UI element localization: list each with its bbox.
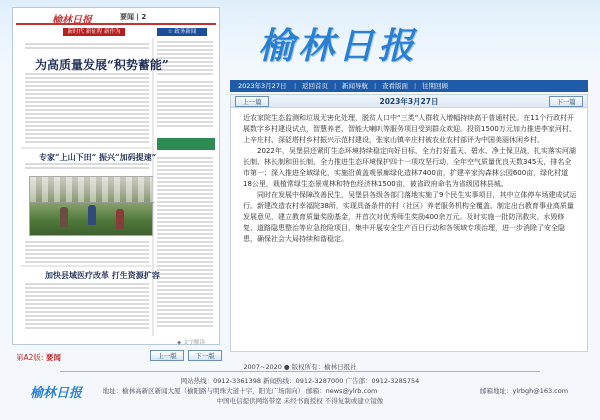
article-paragraph: 2022年，吴堡县还紧盯生态环境持续稳定向好目标，全力打好蓝天、碧水、净土保卫战，扎实落实河湖长制、林长制和田长制，全力推进生态环境保护四十一项攻坚行动，全年空气质量优良天数345天，排名全市第一；深入推进全域绿化，实施沿黄盖观景廊绿化造林7400亩，扩建辛家沟森林公园600亩，绿化村道18公里，栽植常绿生态景观林和特色经济林1500亩，被省政府命名为省级园林县城。 [243, 147, 576, 188]
article-header [231, 95, 587, 108]
nav-link-view-layout[interactable]: 查看版面 [382, 82, 408, 90]
newspaper-page-number: 要闻 | 2 [120, 13, 147, 21]
footer-phones: 网站热线：0912-3361398 新闻热线：0912-3287000 广告部：0912-3285754 [180, 377, 420, 385]
footer-icp: 中国电信提供网络带宽 未经书面授权 不得复制或建立镜像 [216, 397, 384, 405]
footer-logo: 榆林日报 [30, 386, 83, 401]
next-article-button[interactable]: 下一篇 [549, 96, 583, 107]
article-panel [230, 94, 588, 352]
nav-link-home[interactable]: 返回首页 [302, 82, 328, 90]
red-theme-banner: 新时代 新征程 新作为 [63, 28, 125, 36]
footer-address: 地址：榆林高新区新闻大厦（榆阳路与明珠大道十字，阳光广场南向） 邮箱：news@ylrb.com [102, 387, 378, 395]
page-label-prefix: 第A2版: [16, 353, 44, 362]
page-label-name: 要闻 [45, 353, 61, 362]
prev-article-button[interactable]: 上一篇 [235, 96, 269, 107]
nav-link-news-nav[interactable]: 新闻导航 [342, 82, 368, 90]
footer-email-right[interactable]: 邮箱地址：ylrbgh@163.com [480, 387, 569, 395]
article-body [243, 113, 577, 245]
greenhouse-photo [29, 176, 153, 236]
article-paragraph: 近农家院生态监测和垃圾无害化处理，脱贫人口中“三类”人群收入增幅持续高于普通村民。在11个行政村开展数字乡村建设试点，智慧养老、智能大喇叭等服务项目受到群众欢迎。投资1500万元加力推进李家河村、上辛庄村、深砭塔村乡村振兴示范村建设，张家山镇辛庄村被农业农村部评为中国美丽休闲乡村。 [243, 114, 576, 144]
green-section-banner [157, 138, 215, 150]
newspaper-title: 榆林日报 [52, 15, 92, 26]
newspaper-subhead-2: 专家“上山下田” 振兴“加码提速” [39, 152, 157, 162]
top-navigation-bar: 2023年3月27日 | 返回首页 | 新闻导航 | 查看版面 | 往期回顾 [230, 80, 588, 92]
newspaper-signature: ◆ 文字解读 [177, 340, 205, 346]
issue-date: 2023年3月27日 [238, 82, 287, 90]
blue-section-banner: ☆ 政务新闻 [157, 28, 207, 36]
article-paragraph: 同时在发展中保障改善民生，吴堡县各级各部门落地实施了9个民生实事项目，其中立体停车场建成试运行。新建改造农村幸福院38所，实现具备条件的村（社区）养老服务机构全覆盖。制定出台教育事业高质量发展意见，建立教育质量奖励基金，并首次对优秀师生奖励400余万元。及时实施一批防汛救灾、水毁修复、道路隐患整治等应急抢险项目，集中开展安全生产百日行动和各领域专项治理，进一步消除了安全隐患，确保社会大局持续和谐稳定。 [243, 191, 577, 243]
article-date: 2023年3月27日 [379, 97, 439, 106]
next-page-button[interactable]: 下一版 [188, 350, 222, 361]
prev-page-button[interactable]: 上一版 [150, 350, 184, 361]
newspaper-headline: 为高质量发展“积势蓄能” [35, 58, 169, 72]
newspaper-page-image[interactable] [12, 7, 220, 345]
nav-link-archive[interactable]: 往期回顾 [422, 82, 448, 90]
footer-copyright: 2007~2020 ● 版权所有：榆林日报社 [243, 363, 357, 371]
site-footer [0, 362, 600, 420]
newspaper-subhead-3: 加快县域医疗改革 打生资源扩容 [45, 270, 160, 280]
site-logo[interactable]: 榆林日报 [258, 25, 419, 67]
